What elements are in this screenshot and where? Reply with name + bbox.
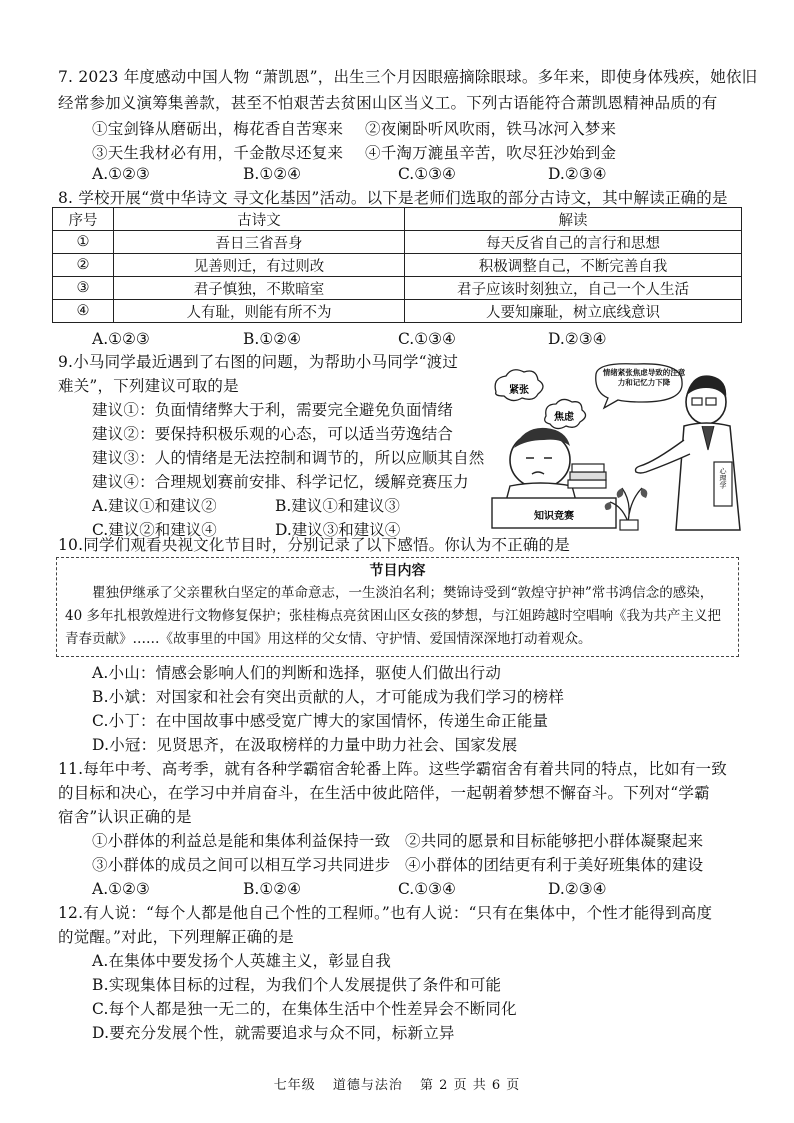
footer-page: 第 2 页 共 6 页 [420, 1078, 521, 1093]
footer-subject: 道德与法治 [332, 1078, 403, 1093]
q8-header-note: 解读 [405, 208, 742, 231]
table-row [53, 277, 742, 300]
q8-table [52, 207, 742, 323]
q8-row-note: 积极调整自己，不断完善自我 [405, 254, 742, 277]
q8-table-header [53, 208, 742, 231]
q11-option-a: A.①②③ [92, 880, 150, 898]
q8-option-c: C.①③④ [398, 330, 456, 348]
q11-item-3: ③小群体的成员之间可以相互学习共同进步 [92, 856, 391, 874]
q7-option-c: C.①③④ [398, 165, 456, 183]
thought-bubble-nervous [495, 370, 543, 401]
thought-bubble-anxious [545, 399, 586, 428]
q8-row-note: 每天反省自己的言行和思想 [405, 231, 742, 254]
q7-item-1: ①宝剑锋从磨砺出，梅花香自苦寒来 [92, 120, 344, 138]
q8-row-text: 吾日三省吾身 [114, 231, 405, 254]
q9-suggestion-2: 建议②：要保持积极乐观的心态，可以适当劳逸结合 [92, 425, 454, 443]
q9-stem-line1: 9.小马同学最近遇到了右图的问题，为帮助小马同学“渡过 [58, 353, 459, 371]
teacher-badge: 心理学 [719, 467, 727, 489]
teacher-speech-text: 情绪紧张焦虑导致的注意力和记忆力下降 [602, 368, 686, 387]
q10-option-c: C.小丁：在中国故事中感受宽广博大的家国情怀，传递生命正能量 [92, 712, 549, 730]
q8-row-text: 见善则迁，有过则改 [114, 254, 405, 277]
q9-suggestion-4: 建议④：合理规划赛前安排、科学记忆，缓解竞赛压力 [92, 473, 469, 491]
q8-row-note: 人要知廉耻，树立底线意识 [405, 300, 742, 323]
footer-grade: 七年级 [273, 1078, 316, 1093]
q10-stem: 10.同学们观看央视文化节目时，分别记录了以下感悟。你认为不正确的是 [58, 536, 570, 554]
q10-option-a: A.小山：情感会影响人们的判断和选择，驱使人们做出行动 [92, 664, 502, 682]
q7-option-d: D.②③④ [548, 165, 607, 183]
q7-option-a: A.①②③ [92, 165, 150, 183]
q8-row-text: 人有耻，则能有所不为 [114, 300, 405, 323]
q9-cartoon-illustration [488, 362, 743, 532]
q8-row-text: 君子慎独，不欺暗室 [114, 277, 405, 300]
q8-header-text: 古诗文 [114, 208, 405, 231]
q10-box-text: 瞿独伊继承了父亲瞿秋白坚定的革命意志，一生淡泊名利；樊锦诗受到“敦煌守护神”常书鸿信念的感染，40 多年扎根敦煌进行文物修复保护；张桂梅点亮贫困山区女孩的梦想，与江姐跨越时空唱响《我为共产主义把青春贡献》……《故事里的中国》用这样的父女情、守护情、爱国情深深地打动着观众。 [65, 585, 721, 647]
q11-item-4: ④小群体的团结更有利于美好班集体的建设 [405, 856, 704, 874]
q11-stem-line2: 的目标和决心，在学习中并肩奋斗，在生活中彼此陪伴，一起朝着梦想不懈奋斗。下列对“学霸 [58, 784, 710, 802]
q7-item-2: ②夜阑卧听风吹雨，铁马冰河入梦来 [365, 120, 617, 138]
desk [492, 498, 616, 528]
q7-option-b: B.①②④ [243, 165, 302, 183]
q10-option-b: B.小斌：对国家和社会有突出贡献的人，才可能成为我们学习的榜样 [92, 688, 565, 706]
q8-row-note: 君子应该时刻独立，自己一个人生活 [405, 277, 742, 300]
q9-suggestion-3: 建议③：人的情绪是无法控制和调节的，所以应顺其自然 [92, 449, 485, 467]
bubble2-text: 焦虑 [554, 412, 574, 423]
teacher-speech-bubble [596, 364, 686, 408]
bubble1-text: 紧张 [509, 385, 529, 396]
q8-option-d: D.②③④ [548, 330, 607, 348]
q8-option-b: B.①②④ [243, 330, 302, 348]
q12-stem-line2: 的觉醒。”对此，下列理解正确的是 [58, 928, 294, 946]
q8-row-no: ① [53, 231, 114, 254]
q11-stem-line1: 11.每年中考、高考季，就有各种学霸宿舍轮番上阵。这些学霸宿舍有着共同的特点，比如有一致 [58, 760, 727, 778]
q8-row-no: ② [53, 254, 114, 277]
q8-header-no: 序号 [53, 208, 114, 231]
q11-option-d: D.②③④ [548, 880, 607, 898]
q12-option-b: B.实现集体目标的过程，为我们个人发展提供了条件和可能 [92, 976, 502, 994]
q9-suggestion-1: 建议①：负面情绪弊大于利，需要完全避免负面情绪 [92, 401, 454, 419]
table-row [53, 231, 742, 254]
q10-option-d: D.小冠：见贤思齐，在汲取榜样的力量中助力社会、国家发展 [92, 736, 518, 754]
page-footer [0, 1074, 794, 1093]
q11-item-2: ②共同的愿景和目标能够把小群体凝聚起来 [405, 832, 704, 850]
desk-label: 知识竞赛 [534, 511, 574, 522]
q8-stem: 8. 学校开展“赏中华诗文 寻文化基因”活动。以下是老师们选取的部分古诗文，其中解读正确的是 [58, 189, 728, 207]
q9-stem-line2: 难关”，下列建议可取的是 [58, 377, 239, 395]
q12-option-a: A.在集体中要发扬个人英雄主义，彰显自我 [92, 952, 392, 970]
q12-stem-line1: 12.有人说：“每个人都是他自己个性的工程师。”也有人说：“只有在集体中，个性才能得到高度 [58, 904, 713, 922]
q12-option-d: D.要充分发展个性，就需要追求与众不同，标新立异 [92, 1024, 455, 1042]
table-row [53, 254, 742, 277]
q7-stem-line2: 经常参加义演筹集善款，甚至不怕艰苦去贫困山区当义工。下列古语能符合萧凯恩精神品质的有 [58, 94, 718, 112]
q11-stem-line3: 宿舍”认识正确的是 [58, 808, 192, 826]
q9-option-b: B.建议①和建议③ [275, 497, 400, 515]
q9-option-c: C.建议②和建议④ [92, 521, 217, 539]
q11-option-b: B.①②④ [243, 880, 302, 898]
q8-row-no: ③ [53, 277, 114, 300]
q10-program-box [56, 557, 739, 657]
q11-option-c: C.①③④ [398, 880, 456, 898]
q9-option-d: D.建议③和建议④ [275, 521, 401, 539]
q8-row-no: ④ [53, 300, 114, 323]
q7-item-3: ③天生我材必有用，千金散尽还复来 [92, 144, 344, 162]
q7-stem-line1: 7. 2023 年度感动中国人物 “萧凯恩”，出生三个月因眼癌摘除眼球。多年来，即使身体残疾，她依旧 [58, 68, 758, 86]
q12-option-c: C.每个人都是独一无二的，在集体生活中个性差异会不断同化 [92, 1000, 517, 1018]
table-row [53, 300, 742, 323]
q8-option-a: A.①②③ [92, 330, 150, 348]
q10-box-title: 节目内容 [369, 563, 426, 579]
q9-option-a: A.建议①和建议② [92, 497, 217, 515]
q7-item-4: ④千淘万漉虽辛苦，吹尽狂沙始到金 [365, 144, 617, 162]
q11-item-1: ①小群体的利益总是能和集体利益保持一致 [92, 832, 391, 850]
